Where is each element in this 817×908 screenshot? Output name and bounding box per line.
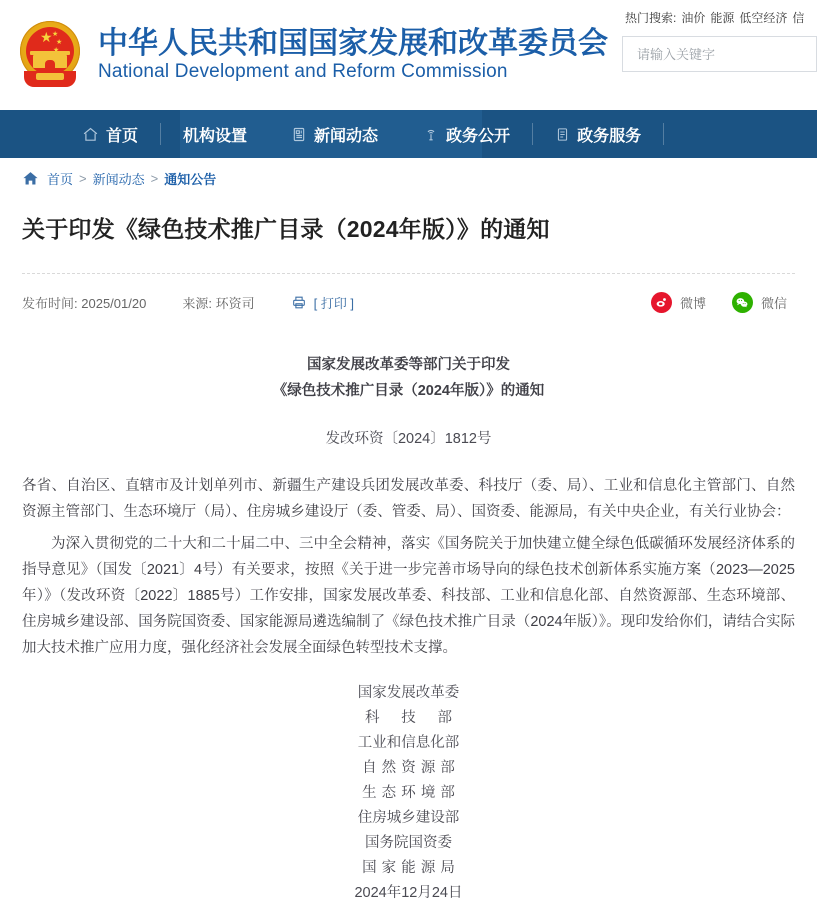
page-title: 关于印发《绿色技术推广目录（2024年版）》的通知 [22, 216, 550, 242]
search-area [622, 10, 817, 72]
document-heading-line-1: 国家发展改革委等部门关于印发 [307, 357, 510, 373]
print-label: [ 打印 ] [313, 295, 355, 311]
national-emblem-icon: ★ ★ ★ [14, 15, 86, 95]
source-value: 环资司 [215, 295, 255, 311]
document-heading-line-2: 《绿色技术推广目录（2024年版）》的通知 [272, 383, 545, 399]
site-title-cn: 中华人民共和国国家发展和改革委员会 [98, 26, 608, 60]
nav-item-organization[interactable] [161, 110, 269, 158]
nav-item-gov-service[interactable] [533, 110, 663, 158]
main-navigation [0, 110, 817, 158]
document-icon [555, 126, 570, 143]
nav-item-news[interactable] [269, 110, 400, 158]
site-title-en: National Development and Reform Commission [98, 61, 508, 83]
nav-item-home[interactable] [60, 110, 160, 158]
hot-search-term[interactable]: 低空经济 [739, 11, 788, 25]
share-wechat[interactable] [732, 292, 787, 313]
hot-search-label: 热门搜索: [625, 11, 677, 25]
share-weibo[interactable] [651, 292, 706, 313]
signatory: 工业和信息化部 [357, 735, 460, 751]
hot-search-term[interactable]: 能源 [710, 11, 735, 25]
share-label: 微信 [760, 295, 787, 311]
nav-label: 政务服务 [577, 127, 642, 145]
article-meta-row [22, 274, 795, 330]
share-group [651, 292, 787, 313]
nav-label: 机构设置 [183, 127, 248, 145]
breadcrumb-separator: > [150, 170, 159, 186]
nav-label: 政务公开 [446, 127, 511, 145]
source-label: 来源: [182, 295, 212, 311]
signature-block [22, 681, 795, 906]
article-source [182, 293, 254, 312]
news-icon [291, 126, 307, 143]
search-input[interactable] [623, 46, 816, 63]
document-number: 发改环资〔2024〕1812号 [325, 431, 492, 447]
nav-label: 新闻动态 [314, 127, 379, 145]
search-box[interactable] [622, 36, 817, 72]
broadcast-icon [423, 126, 439, 143]
home-icon [22, 170, 39, 187]
weibo-icon [651, 292, 672, 313]
document-paragraph-recipients: 各省、自治区、直辖市及计划单列市、新疆生产建设兵团发展改革委、科技厅（委、局）、工业和信息化主管部门、自然资源主管部门、生态环境厅（局）、住房城乡建设厅（委、管委、局）、国资委、能源局，有关中央企业，有关行业协会： [22, 478, 795, 520]
printer-icon [291, 295, 307, 310]
signatory: 国家能源局 [362, 860, 460, 876]
breadcrumb-separator: > [79, 170, 87, 186]
hot-search-bar [622, 10, 817, 26]
home-icon [82, 126, 99, 143]
publish-time [22, 293, 146, 312]
article-container [0, 212, 817, 906]
breadcrumb-item-current: 通知公告 [164, 171, 217, 187]
print-button[interactable] [291, 293, 354, 312]
signatory: 住房城乡建设部 [357, 810, 460, 826]
breadcrumb-item-home[interactable]: 首页 [47, 171, 74, 187]
signatory: 生态环境部 [362, 785, 460, 801]
site-header [0, 0, 817, 110]
site-brand[interactable] [0, 15, 608, 95]
nav-item-gov-disclosure[interactable] [401, 110, 532, 158]
nav-divider [663, 123, 664, 145]
hot-search-term[interactable]: 油价 [681, 11, 706, 25]
wechat-icon [732, 292, 753, 313]
breadcrumb-item-news[interactable]: 新闻动态 [92, 171, 145, 187]
nav-left-spacer [0, 110, 60, 158]
document-paragraph-body: 为深入贯彻党的二十大和二十届二中、三中全会精神，落实《国务院关于加快建立健全绿色低碳循环发展经济体系的指导意见》（国发〔2021〕4号）有关要求，按照《关于进一步完善市场导向的绿色技术创新体系实施方案（2023—2025年）》（发改环资〔2022〕1885号）工作安排，国家发展改革委、科技部、工业和信息化部、自然资源部、生态环境部、住房城乡建设部、国务院国资委、国家能源局遴选编制了《绿色技术推广目录（2024年版）》。现印发给你们，请结合实际加大技术推广应用力度，强化经济社会发展全面绿色转型技术支撑。 [22, 536, 795, 656]
publish-time-label: 发布时间: [22, 295, 78, 311]
document-body [22, 330, 795, 906]
signatory: 国家发展改革委 [357, 685, 460, 701]
signature-date: 2024年12月24日 [354, 885, 463, 901]
signatory: 科技部 [365, 710, 474, 726]
signatory: 国务院国资委 [365, 835, 452, 851]
nav-label: 首页 [106, 127, 139, 145]
share-label: 微博 [679, 295, 706, 311]
breadcrumb [0, 158, 817, 198]
hot-search-term[interactable]: 信 [792, 11, 805, 25]
signatory: 自然资源部 [362, 760, 460, 776]
publish-time-value: 2025/01/20 [81, 295, 147, 311]
